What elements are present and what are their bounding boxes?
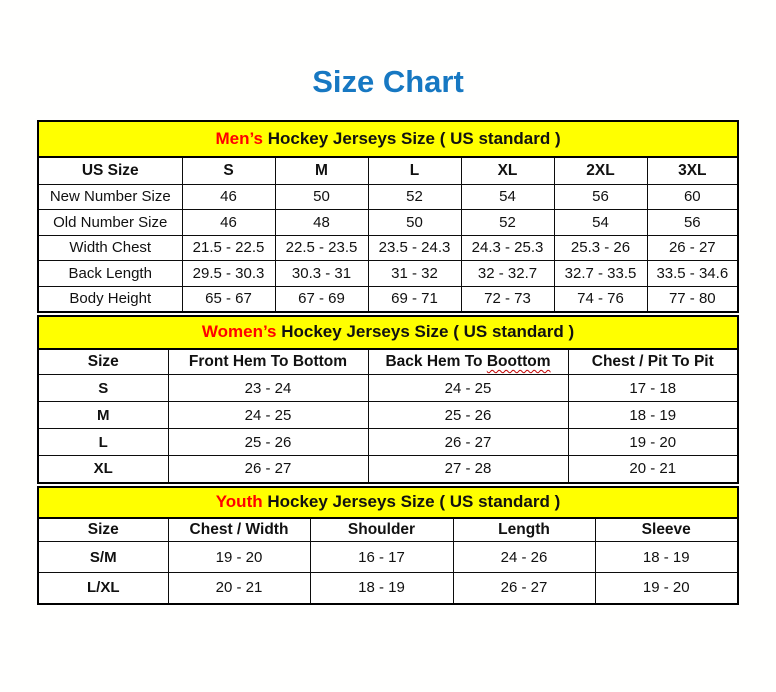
column-header: M — [275, 157, 368, 184]
value-cell: 24.3 - 25.3 — [461, 235, 554, 261]
value-cell: 25 - 26 — [168, 429, 368, 456]
column-header: Back Hem To Boottom — [368, 349, 568, 375]
row-label: Body Height — [38, 286, 182, 312]
youth-column-header-row — [38, 518, 738, 542]
value-cell: 29.5 - 30.3 — [182, 261, 275, 287]
column-header: Shoulder — [310, 518, 453, 542]
womens-section-header-row — [38, 316, 738, 349]
page-title: Size Chart — [312, 64, 464, 99]
value-cell: 27 - 28 — [368, 456, 568, 483]
value-cell: 24 - 25 — [168, 402, 368, 429]
value-cell: 23.5 - 24.3 — [368, 235, 461, 261]
value-cell: 69 - 71 — [368, 286, 461, 312]
row-label: L — [38, 429, 168, 456]
column-header: Front Hem To Bottom — [168, 349, 368, 375]
table-row — [38, 542, 738, 573]
value-cell: 52 — [461, 210, 554, 236]
value-cell: 22.5 - 23.5 — [275, 235, 368, 261]
value-cell: 50 — [368, 210, 461, 236]
value-cell: 25.3 - 26 — [554, 235, 647, 261]
youth-section-title — [38, 487, 738, 518]
row-label: XL — [38, 456, 168, 483]
mens-section-header-row — [38, 121, 738, 157]
value-cell: 60 — [647, 184, 738, 210]
value-cell: 25 - 26 — [368, 402, 568, 429]
row-label: Back Length — [38, 261, 182, 287]
value-cell: 18 - 19 — [310, 573, 453, 604]
value-cell: 20 - 21 — [568, 456, 738, 483]
value-cell: 18 - 19 — [568, 402, 738, 429]
value-cell: 21.5 - 22.5 — [182, 235, 275, 261]
value-cell: 24 - 26 — [453, 542, 595, 573]
mens-column-header-row — [38, 157, 738, 184]
column-header: Size — [38, 518, 168, 542]
table-row — [38, 210, 738, 236]
column-header: 2XL — [554, 157, 647, 184]
value-cell: 32.7 - 33.5 — [554, 261, 647, 287]
row-label: Width Chest — [38, 235, 182, 261]
row-label: L/XL — [38, 573, 168, 604]
table-row — [38, 286, 738, 312]
table-row — [38, 402, 738, 429]
tables-container — [37, 120, 738, 607]
value-cell: 32 - 32.7 — [461, 261, 554, 287]
youth-table-body — [38, 542, 738, 604]
womens-section-title — [38, 316, 738, 349]
column-header: Chest / Pit To Pit — [568, 349, 738, 375]
youth-section-title-highlight: Youth — [215, 492, 263, 511]
column-header: Sleeve — [595, 518, 738, 542]
column-header: XL — [461, 157, 554, 184]
mens-section-title-rest: Hockey Jerseys Size ( US standard ) — [263, 129, 561, 148]
value-cell: 77 - 80 — [647, 286, 738, 312]
youth-size-table — [37, 486, 739, 605]
value-cell: 52 — [368, 184, 461, 210]
value-cell: 56 — [554, 184, 647, 210]
column-header: US Size — [38, 157, 182, 184]
value-cell: 56 — [647, 210, 738, 236]
value-cell: 26 - 27 — [647, 235, 738, 261]
womens-section-title-highlight: Women’s — [201, 322, 277, 341]
womens-table-body — [38, 375, 738, 483]
value-cell: 18 - 19 — [595, 542, 738, 573]
womens-column-header-row — [38, 349, 738, 375]
column-header: Size — [38, 349, 168, 375]
row-label: M — [38, 402, 168, 429]
value-cell: 19 - 20 — [168, 542, 310, 573]
column-header: 3XL — [647, 157, 738, 184]
misspelled-word: Boottom — [486, 352, 551, 370]
table-row — [38, 235, 738, 261]
value-cell: 26 - 27 — [453, 573, 595, 604]
mens-table-body — [38, 184, 738, 312]
value-cell: 74 - 76 — [554, 286, 647, 312]
value-cell: 72 - 73 — [461, 286, 554, 312]
value-cell: 48 — [275, 210, 368, 236]
mens-size-table — [37, 120, 739, 313]
table-row — [38, 456, 738, 483]
value-cell: 30.3 - 31 — [275, 261, 368, 287]
row-label: Old Number Size — [38, 210, 182, 236]
value-cell: 50 — [275, 184, 368, 210]
table-row — [38, 184, 738, 210]
value-cell: 19 - 20 — [595, 573, 738, 604]
mens-section-title-highlight: Men’s — [215, 129, 263, 148]
value-cell: 65 - 67 — [182, 286, 275, 312]
column-header: S — [182, 157, 275, 184]
youth-section-header-row — [38, 487, 738, 518]
value-cell: 31 - 32 — [368, 261, 461, 287]
value-cell: 16 - 17 — [310, 542, 453, 573]
table-row — [38, 375, 738, 402]
value-cell: 33.5 - 34.6 — [647, 261, 738, 287]
value-cell: 67 - 69 — [275, 286, 368, 312]
value-cell: 23 - 24 — [168, 375, 368, 402]
column-header: Length — [453, 518, 595, 542]
value-cell: 20 - 21 — [168, 573, 310, 604]
mens-section-title — [38, 121, 738, 157]
row-label: S — [38, 375, 168, 402]
value-cell: 19 - 20 — [568, 429, 738, 456]
value-cell: 17 - 18 — [568, 375, 738, 402]
table-row — [38, 261, 738, 287]
column-header: Chest / Width — [168, 518, 310, 542]
value-cell: 46 — [182, 184, 275, 210]
womens-size-table — [37, 315, 739, 484]
value-cell: 26 - 27 — [168, 456, 368, 483]
value-cell: 24 - 25 — [368, 375, 568, 402]
value-cell: 26 - 27 — [368, 429, 568, 456]
table-row — [38, 429, 738, 456]
value-cell: 54 — [554, 210, 647, 236]
value-cell: 46 — [182, 210, 275, 236]
row-label: S/M — [38, 542, 168, 573]
table-row — [38, 573, 738, 604]
womens-section-title-rest: Hockey Jerseys Size ( US standard ) — [276, 322, 575, 341]
value-cell: 54 — [461, 184, 554, 210]
row-label: New Number Size — [38, 184, 182, 210]
column-header: L — [368, 157, 461, 184]
youth-section-title-rest: Hockey Jerseys Size ( US standard ) — [262, 492, 561, 511]
